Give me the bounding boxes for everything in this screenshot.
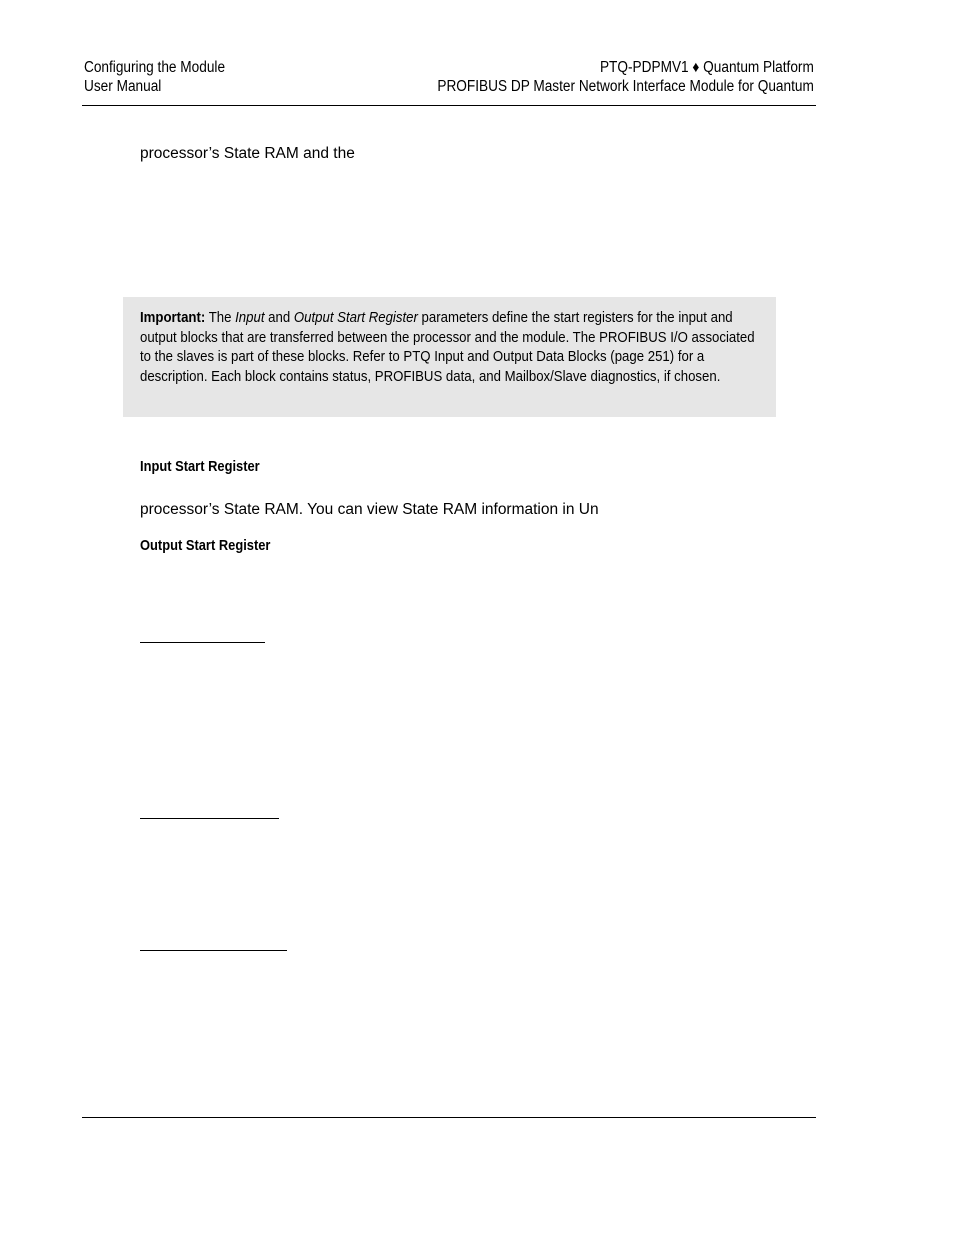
heading-text: Input Start Register — [140, 458, 260, 475]
note-text-part: parameters define the start registers for the input and output blocks that are transferred between the processor and the module. The PROFIBUS I/O associated to the slaves is part of these blocks. Refer to PTQ Input and Output Data Blocks (page 251) for a description. Each block contains status, PROFIBUS data, and Mailbox/Slave diagnostics, if chosen. — [140, 309, 755, 385]
chapter-title: Configuring the Module — [84, 59, 226, 76]
hyperlink-underline[interactable] — [140, 818, 279, 819]
important-note-box — [123, 297, 776, 417]
note-text-part: The — [205, 309, 236, 326]
hyperlink-underline[interactable] — [140, 642, 265, 643]
note-italic-input: Input — [235, 309, 265, 326]
header-rule — [82, 105, 816, 106]
intro-paragraph: processor’s State RAM and the — [140, 145, 355, 162]
page-header-right — [386, 58, 814, 96]
note-label: Important: — [140, 309, 206, 326]
document-type: User Manual — [84, 78, 162, 95]
product-description: PROFIBUS DP Master Network Interface Module for Quantum — [437, 78, 814, 95]
footer-rule — [82, 1117, 816, 1118]
note-italic-output: Output Start Register — [293, 309, 418, 326]
hyperlink-underline[interactable] — [140, 950, 287, 951]
page-header-left — [84, 58, 244, 96]
state-ram-paragraph: processor’s State RAM. You can view State RAM information in Un — [140, 501, 599, 518]
output-start-register-heading — [140, 537, 292, 554]
product-platform: PTQ-PDPMV1 ♦ Quantum Platform — [600, 59, 814, 76]
heading-text: Output Start Register — [140, 537, 271, 554]
note-text-part: and — [264, 309, 294, 326]
input-start-register-heading — [140, 458, 279, 475]
important-note-text — [140, 308, 756, 386]
